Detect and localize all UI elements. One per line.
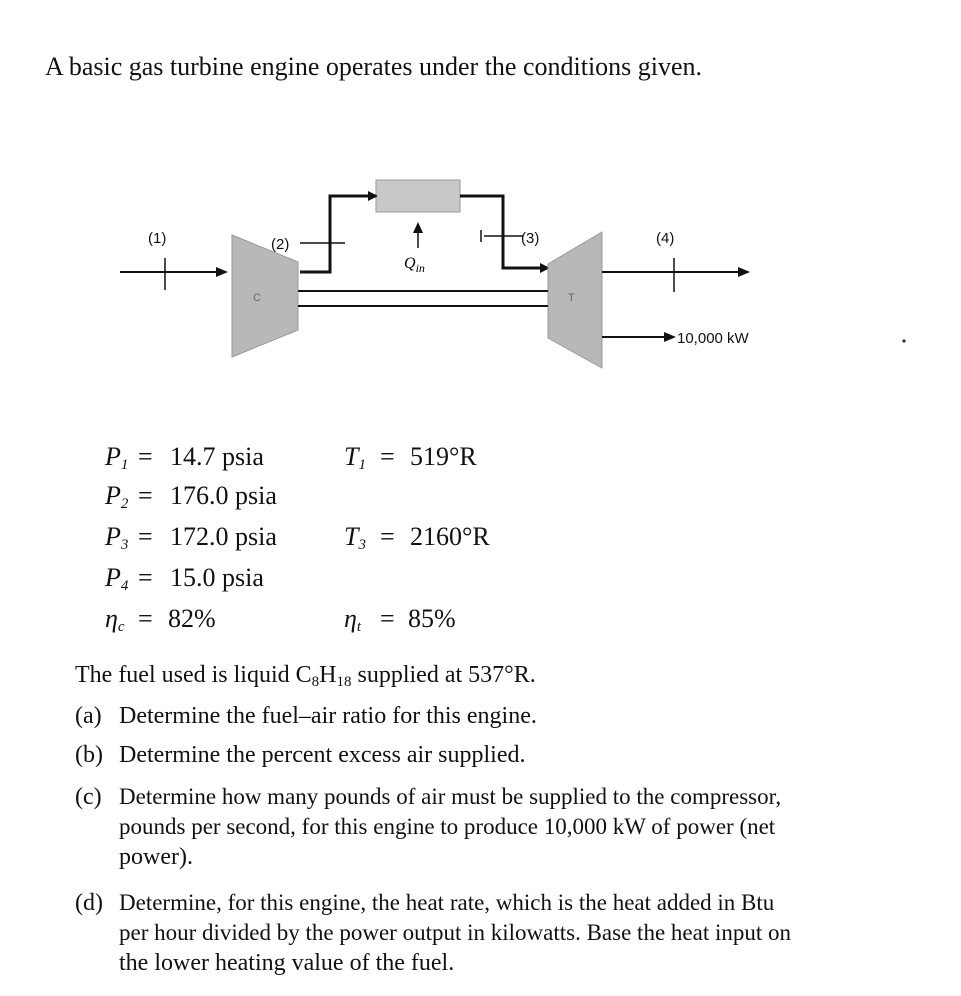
problem-intro: A basic gas turbine engine operates under the conditions given. xyxy=(45,52,703,81)
question-c: (c) Determine how many pounds of air must be supplied to the compressor, pounds per second, for this engine to produce 10,000 kW of power (net power). xyxy=(75,784,782,870)
state-4-label: (4) xyxy=(656,230,675,247)
compressor-letter: C xyxy=(253,292,261,304)
fuel-statement: The fuel used is liquid $C_8H_{18}$ supplied at 537°R. xyxy=(75,662,536,690)
compressor-shape xyxy=(232,235,298,357)
state-1-label: (1) xyxy=(148,230,167,247)
power-output-label: 10,000 kW xyxy=(677,330,749,347)
turbine-letter: T xyxy=(568,292,575,304)
question-a: (a) Determine the fuel–air ratio for this engine. xyxy=(75,703,537,729)
duct-2-to-combustor xyxy=(300,196,376,272)
state-3-label: (3) xyxy=(521,230,540,247)
question-b: (b) Determine the percent excess air supplied. xyxy=(75,742,526,768)
question-d: (d) Determine, for this engine, the heat rate, which is the heat added in Btu per hour divided by the power output in kilowatts. Base the heat input on the lower heating value of the fuel. xyxy=(75,890,791,976)
turbine-shape xyxy=(548,232,602,368)
state-2-label: (2) xyxy=(271,236,290,253)
combustor-box xyxy=(376,180,460,212)
gas-turbine-diagram xyxy=(0,170,961,390)
heat-in-label: $Q_{in}$ xyxy=(404,255,425,275)
